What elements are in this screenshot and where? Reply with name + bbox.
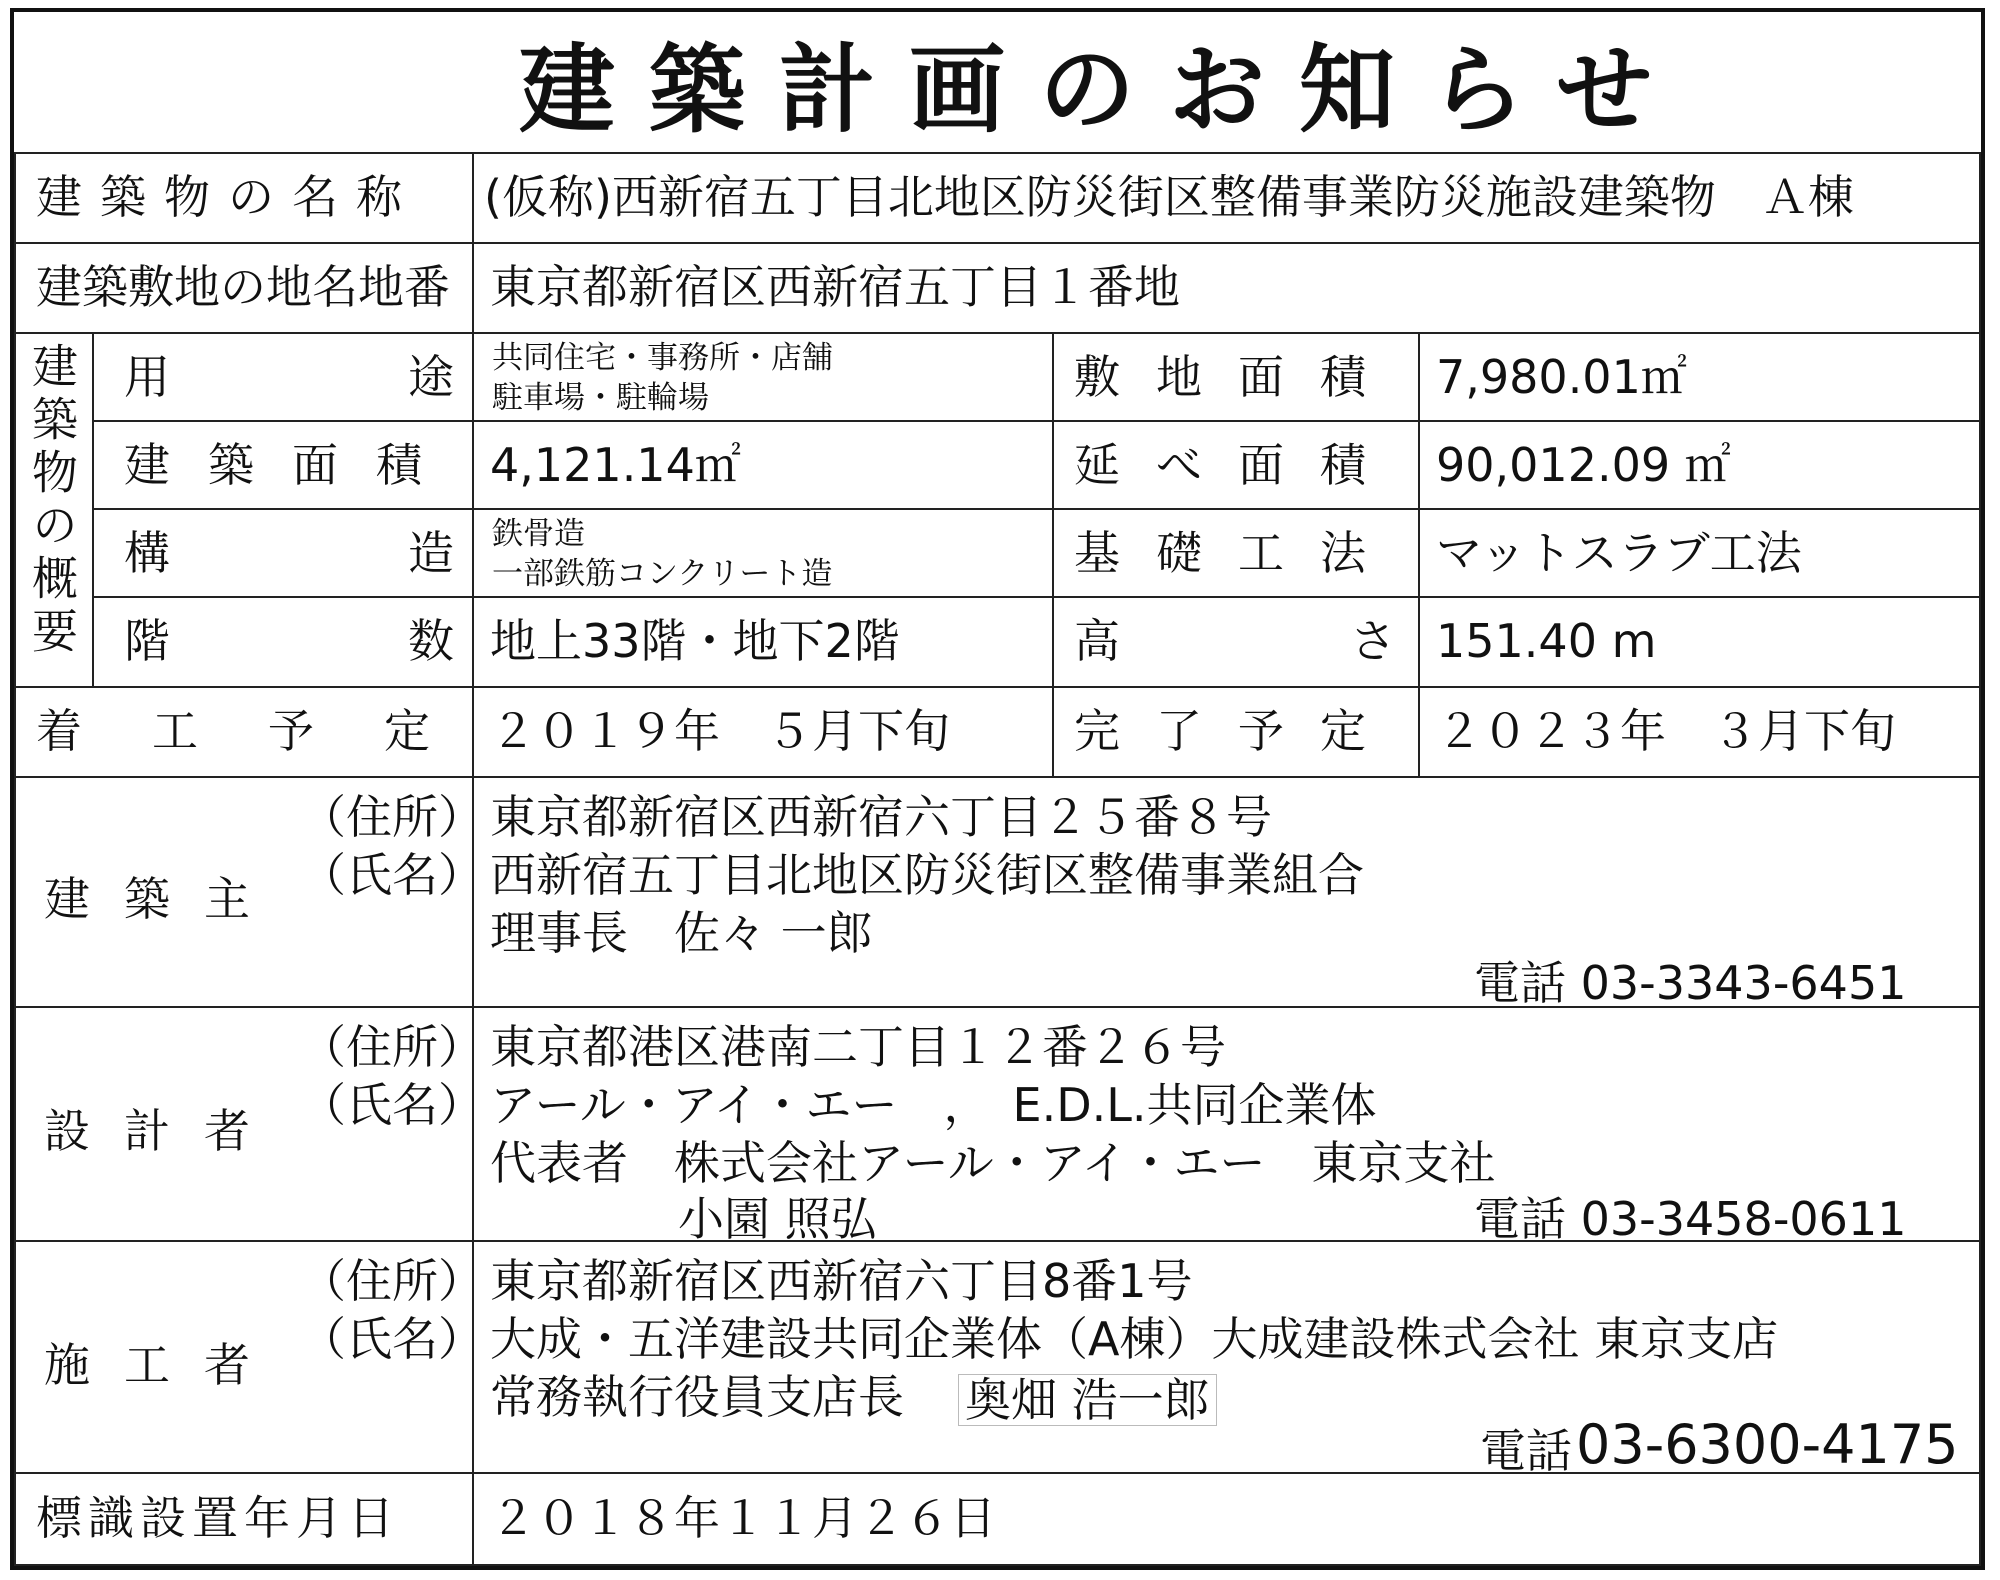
foundation-label: 基礎工法 (1074, 526, 1402, 580)
structure-line-2: 一部鉄筋コンクリート造 (492, 556, 833, 592)
designer-name-label: （氏名） (300, 1078, 484, 1132)
floors-label (124, 614, 454, 668)
notice-title: 建築計画のお知らせ (519, 34, 1687, 146)
total-floor-area-value: 90,012.09 ㎡ (1436, 438, 1731, 492)
notice-board (10, 8, 1985, 1570)
owner-address-label: （住所） (300, 790, 484, 844)
contractor-name-label: （氏名） (300, 1312, 484, 1366)
building-name-label: 建築物の名称 (36, 170, 420, 224)
building-area-label: 建築面積 (124, 438, 460, 492)
structure-line-1: 鉄骨造 (492, 516, 585, 552)
contractor-address: 東京都新宿区西新宿六丁目8番1号 (490, 1254, 1193, 1308)
owner-address: 東京都新宿区西新宿六丁目２５番８号 (490, 790, 1272, 844)
site-address-value: 東京都新宿区西新宿五丁目１番地 (490, 260, 1180, 314)
height-value: 151.40 m (1436, 614, 1657, 668)
building-area-value: 4,121.14㎡ (490, 438, 741, 492)
total-floor-area-label: 延べ面積 (1074, 438, 1402, 492)
label-char: 高 (1074, 614, 1120, 668)
owner-label: 建築主 (44, 872, 284, 926)
contractor-rep: 常務執行役員支店長 (490, 1370, 904, 1424)
floors-value: 地上33階・地下2階 (490, 614, 900, 668)
label-char: さ (1350, 614, 1396, 668)
contractor-address-label: （住所） (300, 1254, 484, 1308)
contractor-rep-name: 奥畑 浩一郎 (958, 1374, 1217, 1426)
label-char: 造 (408, 526, 454, 580)
contractor-label: 施工者 (44, 1338, 284, 1392)
designer-rep: 代表者 株式会社アール・アイ・エー 東京支社 (490, 1136, 1496, 1190)
label-char: 数 (408, 614, 454, 668)
designer-label: 設計者 (44, 1104, 284, 1158)
use-line-2: 駐車場・駐輪場 (492, 380, 709, 416)
label-char: 階 (124, 614, 170, 668)
owner-org: 西新宿五丁目北地区防災街区整備事業組合 (490, 848, 1364, 902)
owner-name-label: （氏名） (300, 848, 484, 902)
start-value: ２０１９年 ５月下旬 (490, 704, 950, 758)
overview-group-label: 建築物の概要 (25, 342, 79, 660)
posted-date-label: 標識設置年月日 (36, 1491, 400, 1545)
building-name-value: (仮称)西新宿五丁目北地区防災街区整備事業防災施設建築物 Ａ棟 (484, 170, 1854, 224)
end-label: 完了予定 (1074, 704, 1402, 758)
contractor-phone-label: 電話 (1480, 1424, 1572, 1478)
use-line-1: 共同住宅・事務所・店舗 (492, 340, 833, 376)
site-area-label: 敷地面積 (1074, 350, 1402, 404)
label-char: 途 (408, 350, 454, 404)
foundation-value: マットスラブ工法 (1436, 526, 1802, 580)
height-label (1074, 614, 1396, 668)
posted-date-value: ２０１８年１１月２６日 (490, 1491, 996, 1545)
owner-rep: 理事長 佐々 一郎 (490, 906, 873, 960)
contractor-org: 大成・五洋建設共同企業体（A棟）大成建設株式会社 東京支店 (490, 1312, 1779, 1366)
designer-address-label: （住所） (300, 1020, 484, 1074)
contractor-phone: 03-6300-4175 (1576, 1413, 1959, 1476)
site-area-value: 7,980.01㎡ (1436, 350, 1687, 404)
site-address-label: 建築敷地の地名地番 (36, 260, 450, 314)
start-label: 着工予定 (36, 704, 500, 758)
use-label (124, 350, 454, 404)
designer-phone: 電話 03-3458-0611 (1474, 1192, 1907, 1246)
designer-address: 東京都港区港南二丁目１２番２６号 (490, 1020, 1226, 1074)
owner-phone: 電話 03-3343-6451 (1474, 956, 1907, 1010)
designer-org: アール・アイ・エー ， E.D.L.共同企業体 (490, 1078, 1377, 1132)
structure-label (124, 526, 454, 580)
end-value: ２０２３年 ３月下旬 (1436, 704, 1896, 758)
label-char: 用 (124, 350, 170, 404)
label-char: 構 (124, 526, 170, 580)
designer-rep-name: 小園 照弘 (678, 1192, 877, 1246)
